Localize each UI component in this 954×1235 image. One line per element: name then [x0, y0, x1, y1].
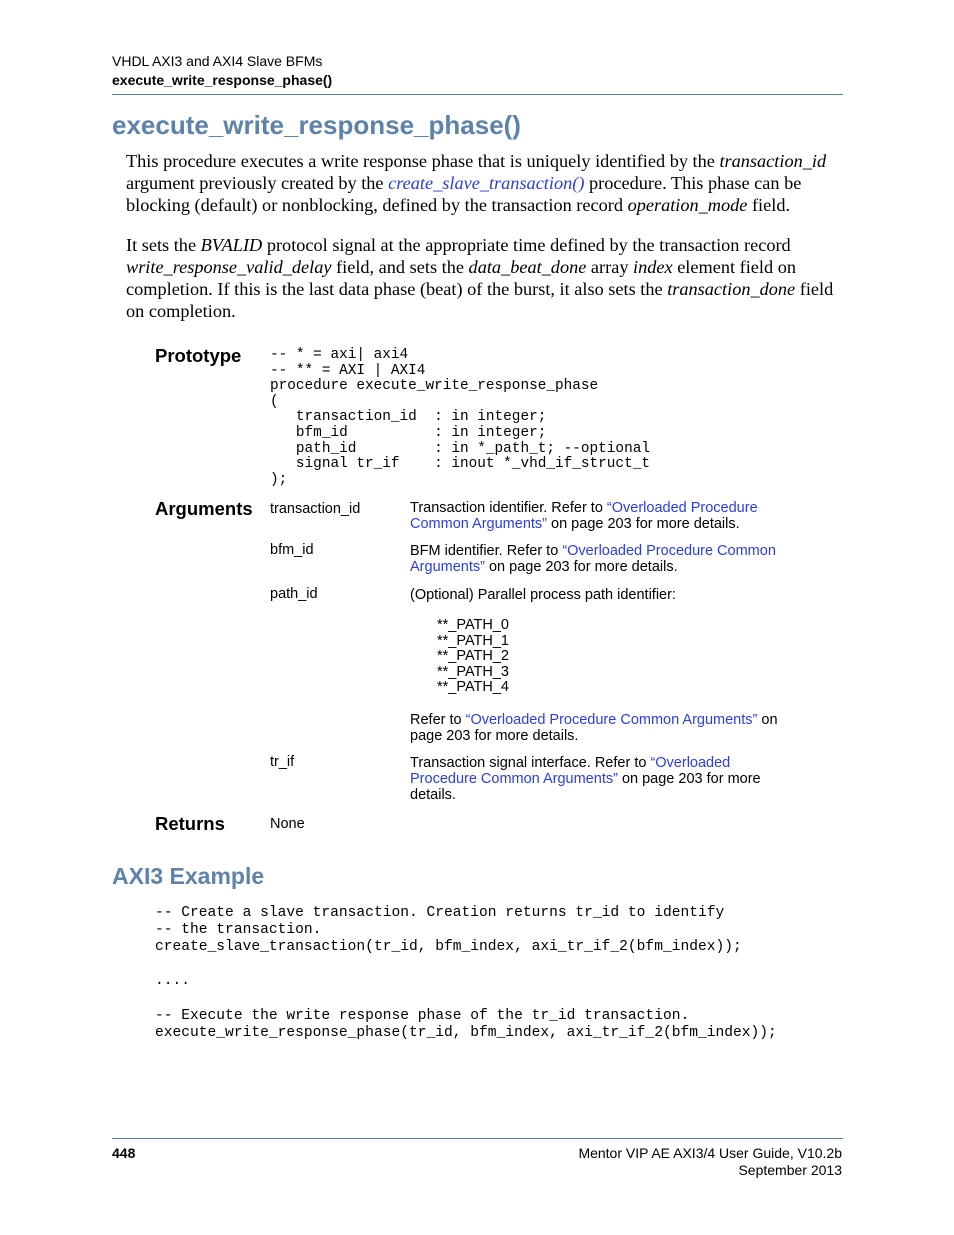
arguments-label: Arguments — [155, 498, 253, 519]
list-item: **_PATH_3 — [437, 663, 509, 680]
prototype-code: -- * = axi| axi4 -- ** = AXI | AXI4 procedure execute_write_response_phase ( transaction_id : in integer; bfm_id : in integer; path_id : in *_path_t; --optional signal tr_if : inout *_vhd_if_struct_t ); — [270, 347, 650, 488]
arg-name-bfm-id: bfm_id — [270, 542, 314, 558]
overloaded-args-link-2[interactable]: “Overloaded Procedure Common — [562, 543, 776, 559]
arg-name-transaction-id: transaction_id — [270, 501, 361, 517]
page-title: execute_write_response_phase() — [112, 110, 521, 140]
intro-paragraph-2: It sets the BVALID protocol signal at the appropriate time defined by the transaction record write_response_valid_delay field, and sets the data_beat_done array index element field on completion. If this is the last data phase (beat) of the burst, it also sets the transaction_done field on completion. — [126, 235, 834, 321]
overloaded-args-link-1[interactable]: “Overloaded Procedure — [606, 500, 758, 516]
header-rule — [112, 94, 843, 95]
example-heading: AXI3 Example — [112, 863, 265, 889]
footer-rule — [112, 1138, 843, 1139]
list-item: **_PATH_0 — [437, 617, 509, 633]
overloaded-args-link-3[interactable]: “Overloaded Procedure Common Arguments” — [465, 712, 758, 728]
footer-date: September 2013 — [738, 1162, 842, 1178]
returns-label: Returns — [155, 813, 225, 834]
arg-desc-bfm-id: BFM identifier. Refer to “Overloaded Procedure Common Arguments” on page 203 for more details. — [410, 543, 776, 575]
running-header-topic: execute_write_response_phase() — [112, 72, 333, 88]
arg-desc-tr-if: Transaction signal interface. Refer to “Overloaded Procedure Common Arguments” on page 203 for more details. — [410, 755, 761, 803]
intro-paragraph-1: This procedure executes a write response phase that is uniquely identified by the transaction_id argument previously created by the create_slave_transaction() procedure. This phase can be blocking (default) or nonblocking, defined by the transaction record operation_mode field. — [126, 151, 827, 215]
list-item: **_PATH_2 — [437, 648, 509, 665]
list-item: **_PATH_4 — [437, 679, 509, 696]
create-slave-transaction-link[interactable]: create_slave_transaction() — [388, 173, 585, 193]
prototype-label: Prototype — [155, 345, 242, 366]
running-header-section: VHDL AXI3 and AXI4 Slave BFMs — [112, 53, 323, 69]
arg-name-tr-if: tr_if — [270, 754, 295, 770]
example-code: -- Create a slave transaction. Creation returns tr_id to identify -- the transaction. create_slave_transaction(tr_id, bfm_index, axi_tr_if_2(bfm_index)); .... -- Execute the write response phase of the tr_id transaction. execute_write_response_phase(tr_id, bfm_index, axi_tr_if_2(bfm_index)); — [155, 905, 777, 1041]
arg-name-path-id: path_id — [270, 586, 318, 602]
list-item: **_PATH_1 — [437, 632, 509, 649]
page-number: 448 — [112, 1145, 136, 1161]
footer-info — [578, 1145, 842, 1179]
arg-desc-path-id: (Optional) Parallel process path identifier: — [410, 587, 676, 603]
arg-desc-path-id-refer: Refer to “Overloaded Procedure Common Arguments” on page 203 for more details. — [410, 712, 778, 744]
footer-guide: Mentor VIP AE AXI3/4 User Guide, V10.2b — [578, 1145, 842, 1161]
returns-value: None — [270, 816, 305, 832]
arg-desc-transaction-id: Transaction identifier. Refer to “Overloaded Procedure Common Arguments” on page 203 for more details. — [410, 500, 758, 532]
overloaded-args-link-4[interactable]: “Overloaded — [650, 755, 731, 771]
path-id-values-list — [437, 618, 509, 696]
